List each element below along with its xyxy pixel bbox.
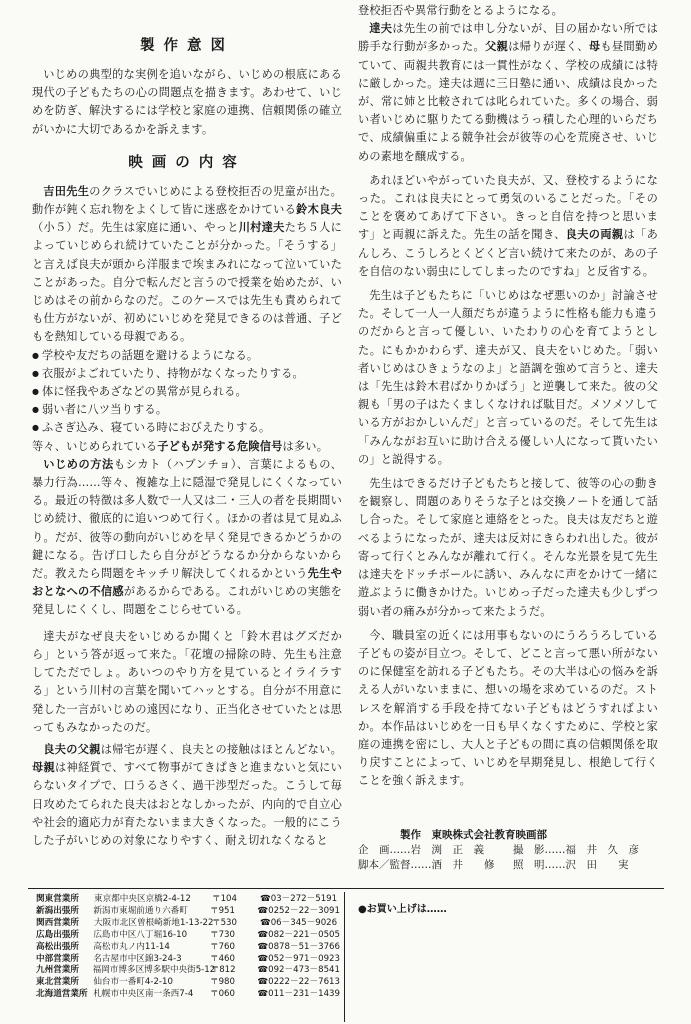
- office-row: [36, 942, 340, 954]
- credit-camera: 撮 影……福 井 久 彦: [513, 844, 639, 856]
- office-zip: 〒530: [212, 917, 237, 928]
- footer-divider: [28, 888, 664, 889]
- office-row: [36, 930, 340, 942]
- office-name: 新潟出張所: [36, 905, 79, 916]
- office-zip: 〒980: [209, 977, 235, 988]
- name-kawamura: 川村達夫: [238, 221, 285, 235]
- intent-paragraph: いじめの典型的な実例を追いながら、いじめの根底にある現代の子どもたちの心の問題点を描きます。あわせて、いじめを防ぎ、解決するには学校と家庭の連携、信頼関係の確立がいかに大切であるかを訴えます。: [32, 68, 342, 136]
- office-tel: ☎092－473－8541: [257, 965, 340, 976]
- office-name: 関西営業所: [36, 917, 79, 928]
- text-span: は帰宅が遅く、良夫との接触はほとんどない。: [100, 742, 342, 756]
- discussion-paragraph: 先生は子どもたちに「いじめはなぜ悪いのか」討論させた。そして一人一人顔だちが違うように性格も能力も違うのだからと言って優しい、いたわりの心を育てようとした。にもかかわらず、達夫が又、良夫をいじめた。「弱い者いじめはひきょうなのよ」と語調を強めて言うと、達夫は「先生は鈴木君ばかりかばう」と逆襲して来た。彼の父親も「男の子はたくましくなければ駄目だ。メソメソしている方がおかしいんだ」と言っているのだ。そして先生は「みんながお互いに助け合える優しい人になって貰いたいの」と説得する。: [358, 289, 658, 466]
- text-span: のクラスでいじめによる登校拒否の児童が出た。動作が鈍く忘れ物をよくして皆に迷惑をかけている: [32, 184, 342, 217]
- bold-span: 母親: [32, 761, 56, 775]
- office-tel: ☎0222－22－7613: [257, 977, 340, 988]
- method-paragraph: [32, 456, 342, 620]
- credits-block: [358, 828, 668, 873]
- office-addr: 名古屋市中区錦3-24-3: [93, 953, 182, 964]
- intent-heading: 製作意図: [140, 38, 234, 54]
- office-zip: 〒104: [212, 894, 237, 904]
- office-name: 中部営業所: [36, 953, 79, 964]
- office-addr: 高松市丸ノ内11-14: [93, 941, 170, 952]
- office-row: [36, 989, 340, 1001]
- office-addr: 東京都中央区京橋2-4-12: [94, 894, 191, 904]
- parents-paragraph: [32, 741, 342, 850]
- continued-line: 登校拒否や異常行動をとるようになる。: [358, 4, 563, 17]
- right-column: [358, 0, 658, 791]
- credit-director: 脚本／監督……酒 井 修: [358, 859, 495, 871]
- list-item: ● 学校や友だちの話題を避けるようになる。: [32, 347, 342, 365]
- order-note: ●お買い上げは……: [358, 904, 447, 915]
- symptom-list: [32, 347, 342, 438]
- contact-paragraph: 先生はできるだけ子どもたちと接して、彼等の心の動きを観察し、問題のありそうな子とは交換ノートを通して話し合った。そして家庭と連絡をとった。良夫は友だちと遊べるようになったが、達夫は反対にきらわれ出した。彼が寄って行くとみんなが離れて行く。そんな光景を見て先生は達夫をドッチボールに誘い、みんなに声をかけて一緒に遊ぶように働きかけた。いじめっ子だった達夫も少しずつ弱い者の痛みが分かって来たようだ。: [358, 477, 658, 618]
- office-addr: 大阪市北区曽根崎新地1-13-22: [94, 917, 214, 928]
- tatsuo-paragraph: [358, 20, 658, 166]
- story-paragraph-1: [32, 183, 342, 347]
- office-tel: ☎06－345－9026: [260, 917, 338, 928]
- bold-span: 先生やおとなへの不信感: [32, 567, 342, 599]
- text-span: は神経質で、すべて物事がてきぱきと進まないと気にいらないタイプで、口うるさく、過干渉型だった。こうして毎日攻めたてられた良夫はおとなしかったが、内向的で自立心や社会的適応力が育たないまま大きくなった。一般的にこうした子がいじめの対象になりやすく、耐え切れなくなると: [32, 761, 342, 847]
- office-tel: ☎03－272－5191: [260, 894, 338, 904]
- text-span: は先生の前では申し分ないが、目の届かない所では勝手な行動が多かった。: [358, 22, 658, 54]
- bold-span: 父親: [485, 40, 509, 54]
- school-paragraph: [358, 172, 658, 281]
- conclusion-paragraph: 今、職員室の近くには用事もないのにうろうろしている子どもの姿が目立つ。そして、どこと言って悪い所がないのに保健室を訪れる子どもたち。その大半は心の悩みを訴える人がいないままに、想いの場を求めているのだ。ストレスを解消する手段を持てない子どもはどうすればよいか。本作品はいじめを一日も早くなくすために、学校と家庭の連携を密にし、大人と子どもの間に真の信頼関係を取り戻すことによって、いじめを早期発見し、根絶して行くことを強く訴えます。: [358, 628, 658, 788]
- text-span: 等々、いじめられている: [32, 439, 158, 453]
- bold-span: 達夫: [369, 22, 393, 36]
- office-name: 九州営業所: [36, 965, 79, 976]
- footer-vertical-divider: [344, 892, 345, 1022]
- left-column: [32, 0, 342, 850]
- signal-paragraph: [32, 438, 342, 456]
- office-name: 広島出張所: [36, 929, 79, 940]
- office-addr: 仙台市一番町4-2-10: [93, 977, 173, 988]
- office-zip: 〒060: [209, 989, 235, 1000]
- office-tel: ☎082－221－0505: [257, 929, 340, 940]
- studio-line: [358, 828, 668, 843]
- list-item: ● 体に怪我やあざなどの異常が見られる。: [32, 383, 342, 401]
- office-addr: 福岡市博多区博多駅中央街5-12: [92, 965, 216, 976]
- office-addr: 広島市中区八丁堀16-10: [93, 929, 188, 940]
- text-span: は帰りが遅く、: [508, 40, 589, 54]
- office-name: 東北営業所: [36, 977, 79, 988]
- list-item: ● 弱い者に八ツ当りする。: [32, 401, 342, 419]
- text-span: も昼間勤めていて、両親共教育には一貫性がなく、学校の成績には特に厳しかった。達夫は週に三日塾に通い、成績は良かったが、常に姉と比較されては叱られていた。多くの場合、弱い者いじめに駆りたてる動機はうっ積した心理的いらだちで、成績偏重による競争社会が彼等の心を荒廃させ、いじめの素地を醸成する。: [358, 40, 658, 163]
- office-tel: ☎0878－51－3766: [257, 941, 340, 952]
- office-zip: 〒460: [209, 953, 235, 964]
- office-row: [36, 965, 340, 977]
- bold-span: 子どもが発する危険信号: [157, 439, 283, 453]
- office-row: [36, 906, 340, 918]
- office-tel: ☎052－971－0923: [257, 953, 340, 964]
- credit-planning: 企 画……岩 渕 正 義: [358, 844, 484, 856]
- credit-row: [358, 843, 668, 858]
- office-zip: 〒730: [209, 929, 235, 940]
- content-heading: 映画の内容: [128, 154, 246, 171]
- text-span: もシカト（ハブンチョ）、言葉によるもの、暴力行為……等々、複雑な上に隠湿で発見しにくくなっている。最近の特徴は多人数で一人又は二・三人の者を長期間いじめ続け、徹底的に追いつめて行く。ほかの者は見て見ぬふり。だが、彼等の動向がいじめを早く発見できるかどうかの鍵になる。告げ口したら自分がどうなるか分からないからだ。教えたら問題をキッチリ解決してくれるかという: [32, 457, 342, 581]
- office-zip: 〒812: [210, 965, 236, 976]
- office-list: [36, 894, 340, 1001]
- office-row: [36, 954, 340, 966]
- office-row: [36, 894, 340, 906]
- text-span: あれほどいやがっていた良夫が、又、登校するようになった。これは良夫にとって勇気のいることだった。「そのことを褒めてあげて下さい。きっと自信を持つと思います」と両親に訴えた。先生の話を聞き、: [358, 173, 658, 242]
- studio-label: 製作: [400, 829, 421, 841]
- text-span: （小５）だ。先生は家庭に通い、やっと: [32, 221, 239, 235]
- list-item: ● ふさぎ込み、寝ている時におびえたりする。: [32, 419, 342, 437]
- bold-span: 良夫の父親: [43, 742, 101, 756]
- text-span: は「あんしろ、こうしろとくどくど言い続けて来たのが、あの子を自信のない弱虫にしてしまったのですね」と反省する。: [358, 228, 658, 278]
- office-name: 高松出張所: [36, 941, 79, 952]
- office-addr: 新潟市東堀前通り六番町: [93, 905, 188, 916]
- reason-paragraph: 達夫がなぜ良夫をいじめるか聞くと「鈴木君はグズだから」という答が返って来た。「花壇の掃除の時、先生も注意してただでしょ。あいつのやり方を見ているとイライラする」という川村の言葉を聞いてハッとする。自分が不用意に発した一言がいじめの遠因になり、正当化させていたとは思ってもみなかったのだ。: [32, 629, 342, 734]
- office-tel: ☎011－231－1439: [257, 989, 340, 1000]
- bold-span: 良夫の両親: [565, 228, 624, 242]
- bold-span: 母: [588, 40, 601, 54]
- text-span: たち５人によっていじめられ続けていたことが分かった。「そうする」と言えば良夫が頭から洋服まで埃まみれになって泣いていたことがあった。自分で転んだと言うので授業を始めたが、いじめはその前からなのだ。このケースでは先生も責められても仕方がないが、初めにいじめを発見できるのは普通、子どもを熱知している母親である。: [32, 221, 342, 344]
- office-name: 北海道営業所: [36, 989, 88, 1000]
- studio-name: 東映株式会社教育映画部: [431, 829, 547, 841]
- office-name: 関東営業所: [36, 894, 79, 904]
- credit-lighting: 照 明……沢 田 実: [513, 859, 629, 871]
- text-span: は多い。: [282, 439, 329, 453]
- credit-row: [358, 858, 668, 873]
- name-suzuki: 鈴木良夫: [296, 203, 342, 217]
- office-tel: ☎0252－22－3091: [257, 905, 340, 916]
- office-row: [36, 918, 340, 930]
- list-item: ● 衣服がよごれていたり、持物がなくなったりする。: [32, 365, 342, 383]
- office-zip: 〒951: [209, 905, 235, 916]
- office-row: [36, 977, 340, 989]
- office-addr: 札幌市中央区南一条西7-4: [93, 989, 194, 1000]
- text-span: があるからである。これがいじめの実態を発見しにくくし、問題をこじらせている。: [32, 585, 342, 617]
- bold-span: いじめの方法: [43, 457, 114, 471]
- office-zip: 〒760: [209, 941, 235, 952]
- name-yoshida: 吉田先生: [43, 184, 90, 198]
